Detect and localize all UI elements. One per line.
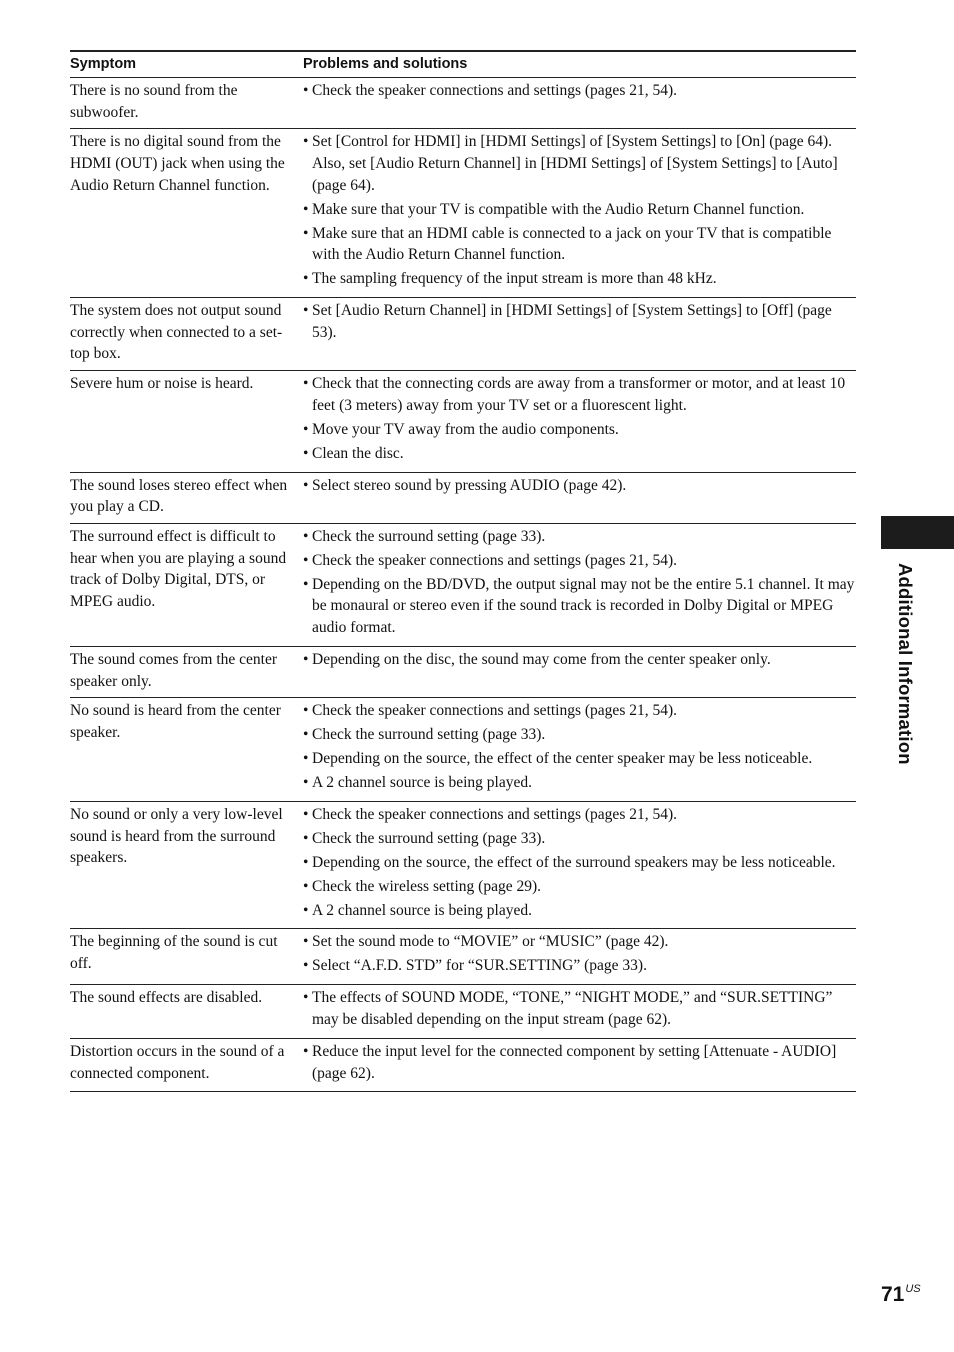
page-number-suffix: US (905, 1283, 921, 1295)
solution-item (303, 876, 856, 898)
bullet-icon: • (303, 420, 309, 438)
solutions-cell (303, 929, 856, 985)
solutions-list (303, 475, 856, 497)
solution-text: Check that the connecting cords are away from a transformer or motor, and at least 10 feet (3 meters) away from your TV set or a fluorescent light. (312, 375, 846, 414)
solution-item (303, 574, 856, 639)
troubleshooting-table (70, 50, 856, 1092)
symptom-cell: There is no sound from the subwoofer. (70, 82, 238, 121)
symptom-cell: The sound comes from the center speaker only. (70, 651, 278, 690)
bullet-icon: • (303, 989, 309, 1007)
solution-item (303, 748, 856, 770)
bullet-icon: • (303, 957, 309, 975)
symptom-cell: No sound is heard from the center speaker. (70, 702, 281, 742)
bullet-icon: • (303, 877, 309, 895)
bullet-icon: • (303, 476, 309, 494)
solution-text: Check the surround setting (page 33). (312, 829, 546, 847)
solution-item (303, 526, 856, 548)
solution-item (303, 955, 856, 977)
page-number-value: 71 (881, 1283, 905, 1306)
solutions-list (303, 649, 856, 671)
solution-item (303, 700, 856, 722)
solution-text: Depending on the BD/DVD, the output signal may not be the entire 5.1 channel. It may be monaural or stereo even if the sound track is recorded in Dolby Digital or MPEG audio format. (312, 575, 855, 637)
table-row (70, 472, 856, 523)
solution-item (303, 199, 856, 221)
solution-item (303, 649, 856, 671)
solution-text: Select “A.F.D. STD” for “SUR.SETTING” (page 33). (312, 957, 647, 975)
solution-item (303, 724, 856, 746)
section-tab-label-container (868, 563, 936, 783)
solution-item (303, 419, 856, 441)
solution-item (303, 1041, 856, 1084)
solutions-cell (303, 78, 856, 129)
solutions-cell (303, 298, 856, 371)
solution-item (303, 550, 856, 572)
solution-item (303, 373, 856, 416)
table-row (70, 78, 856, 129)
bullet-icon: • (303, 651, 309, 669)
solution-text: Check the speaker connections and settings (pages 21, 54). (312, 806, 678, 824)
solutions-cell (303, 523, 856, 646)
solution-item (303, 475, 856, 497)
table-header-row (70, 51, 856, 78)
symptom-cell: Distortion occurs in the sound of a connected component. (70, 1042, 285, 1082)
symptom-cell: There is no digital sound from the HDMI (OUT) jack when using the Audio Return Channel function. (70, 133, 285, 194)
solutions-cell (303, 371, 856, 472)
table-row (70, 647, 856, 698)
solution-item (303, 987, 856, 1030)
bullet-icon: • (303, 575, 309, 593)
table-row (70, 523, 856, 646)
solution-item (303, 443, 856, 465)
section-tab-marker (881, 516, 954, 549)
solution-text: A 2 channel source is being played. (312, 901, 532, 919)
solution-item (303, 852, 856, 874)
solution-item (303, 223, 856, 266)
bullet-icon: • (303, 224, 309, 242)
symptom-cell: The system does not output sound correctly when connected to a set-top box. (70, 302, 283, 363)
section-tab-label: Additional Information (895, 563, 916, 765)
solution-text: Check the wireless setting (page 29). (312, 877, 541, 895)
solution-item (303, 931, 856, 953)
symptom-cell: The sound loses stereo effect when you play a CD. (70, 476, 288, 516)
solution-item (303, 268, 856, 290)
solutions-cell (303, 802, 856, 929)
solution-item (303, 804, 856, 826)
header-symptom: Symptom (70, 56, 137, 72)
bullet-icon: • (303, 702, 309, 720)
bullet-icon: • (303, 901, 309, 919)
solutions-cell (303, 472, 856, 523)
bullet-icon: • (303, 774, 309, 792)
solution-text: Clean the disc. (312, 444, 404, 462)
bullet-icon: • (303, 806, 309, 824)
solution-item (303, 80, 856, 102)
solution-item (303, 300, 856, 343)
solution-text: Set [Audio Return Channel] in [HDMI Settings] of [System Settings] to [Off] (page 53). (312, 302, 832, 341)
bullet-icon: • (303, 82, 309, 99)
solution-text: Set [Control for HDMI] in [HDMI Settings] of [System Settings] to [On] (page 64). Also, set [Audio Return Channel] in [HDMI Settings] of [System Settings] to [Auto] (page 64). (312, 133, 838, 194)
solution-item (303, 900, 856, 922)
solution-item (303, 828, 856, 850)
solution-text: Reduce the input level for the connected component by setting [Attenuate - AUDIO] (page 62). (312, 1042, 837, 1082)
table-body (70, 78, 856, 1092)
header-problems-and-solutions: Problems and solutions (303, 56, 468, 72)
solutions-list (303, 700, 856, 793)
symptom-cell: The beginning of the sound is cut off. (70, 933, 278, 973)
bullet-icon: • (303, 750, 309, 768)
solutions-list (303, 131, 856, 289)
table-row (70, 371, 856, 472)
bullet-icon: • (303, 853, 309, 871)
solutions-list (303, 1041, 856, 1084)
solution-text: The effects of SOUND MODE, “TONE,” “NIGHT MODE,” and “SUR.SETTING” may be disabled depending on the input stream (page 62). (312, 989, 833, 1028)
solutions-list (303, 80, 856, 102)
bullet-icon: • (303, 133, 309, 151)
solution-text: A 2 channel source is being played. (312, 774, 532, 792)
solution-text: The sampling frequency of the input stream is more than 48 kHz. (312, 270, 717, 288)
symptom-cell: No sound or only a very low-level sound is heard from the surround speakers. (70, 806, 283, 867)
table-row (70, 929, 856, 985)
solutions-list (303, 987, 856, 1030)
solutions-cell (303, 1038, 856, 1092)
solution-text: Check the surround setting (page 33). (312, 726, 546, 744)
solutions-cell (303, 129, 856, 298)
table-row (70, 698, 856, 802)
symptom-cell: The surround effect is difficult to hear when you are playing a sound track of Dolby Digital, DTS, or MPEG audio. (70, 527, 287, 611)
bullet-icon: • (303, 302, 309, 320)
solution-item (303, 131, 856, 196)
solution-text: Check the speaker connections and settings (pages 21, 54). (312, 702, 678, 720)
solutions-cell (303, 985, 856, 1039)
solution-text: Check the speaker connections and settings (pages 21, 54). (312, 82, 678, 99)
solutions-list (303, 526, 856, 639)
bullet-icon: • (303, 933, 309, 951)
solutions-list (303, 373, 856, 464)
symptom-cell: Severe hum or noise is heard. (70, 375, 254, 393)
bullet-icon: • (303, 200, 309, 218)
solution-item (303, 772, 856, 794)
bullet-icon: • (303, 444, 309, 462)
troubleshooting-table-container (70, 50, 856, 1092)
solutions-list (303, 804, 856, 921)
table-row (70, 298, 856, 371)
solution-text: Depending on the source, the effect of the surround speakers may be less noticeable. (312, 853, 836, 871)
solutions-cell (303, 647, 856, 698)
solution-text: Make sure that your TV is compatible with the Audio Return Channel function. (312, 200, 805, 218)
bullet-icon: • (303, 551, 309, 569)
solution-text: Check the speaker connections and settings (pages 21, 54). (312, 551, 678, 569)
solution-text: Select stereo sound by pressing AUDIO (page 42). (312, 476, 627, 494)
solution-text: Check the surround setting (page 33). (312, 527, 546, 545)
table-row (70, 1038, 856, 1092)
solutions-cell (303, 698, 856, 802)
solutions-list (303, 300, 856, 343)
bullet-icon: • (303, 829, 309, 847)
solutions-list (303, 931, 856, 977)
solution-text: Set the sound mode to “MOVIE” or “MUSIC” (page 42). (312, 933, 669, 951)
bullet-icon: • (303, 375, 309, 393)
solution-text: Move your TV away from the audio components. (312, 420, 619, 438)
solution-text: Make sure that an HDMI cable is connected to a jack on your TV that is compatible with the Audio Return Channel function. (312, 224, 832, 264)
table-row (70, 985, 856, 1039)
solution-text: Depending on the disc, the sound may come from the center speaker only. (312, 651, 771, 669)
solution-text: Depending on the source, the effect of the center speaker may be less noticeable. (312, 750, 813, 768)
symptom-cell: The sound effects are disabled. (70, 989, 263, 1007)
page-number (881, 1283, 921, 1307)
table-row (70, 802, 856, 929)
table-row (70, 129, 856, 298)
bullet-icon: • (303, 1042, 309, 1060)
bullet-icon: • (303, 527, 309, 545)
bullet-icon: • (303, 726, 309, 744)
bullet-icon: • (303, 270, 309, 288)
